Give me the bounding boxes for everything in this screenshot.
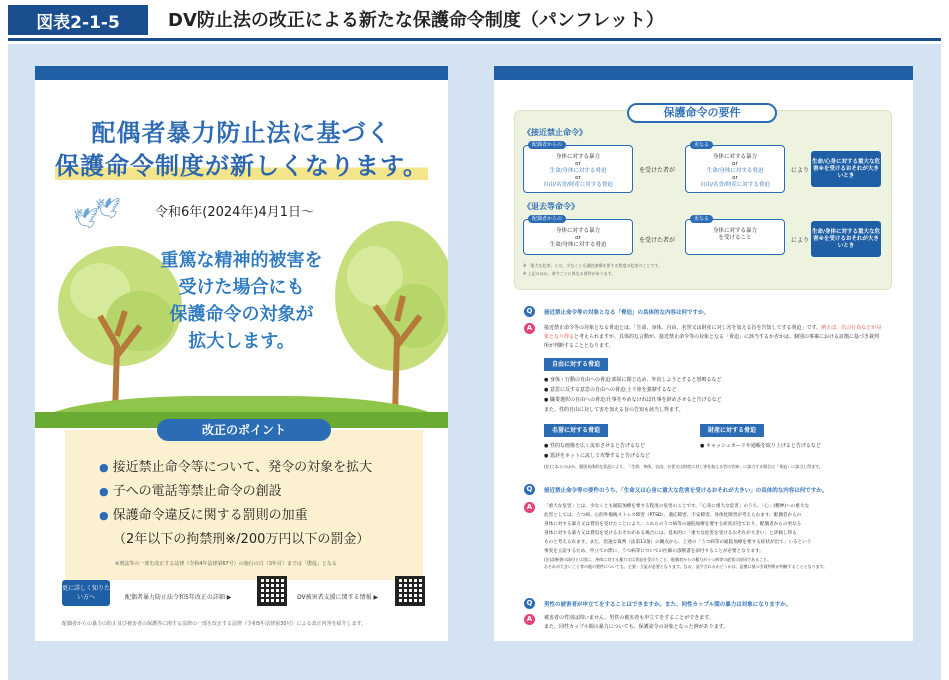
effective-date: 令和6年(2024年)4月1日〜 [155, 205, 315, 220]
requirements-note: ※「重大な危害」とは、少なくとも通院加療を要する程度の危害のことです。 [523, 263, 663, 268]
revision-details-link[interactable]: 配偶者暴力防止法令和5年改正の詳細 ▶ [125, 594, 232, 601]
dv-support-link[interactable]: DV被害者支援に関する情報 ▶ [297, 594, 379, 601]
category-item: ● 身体・行動の自由への脅迫:部屋に閉じ込め、外出しようとすると怒鳴るなど [544, 377, 722, 383]
reform-points-label: 改正のポイント [157, 419, 331, 441]
requirements-note: ※ 上記のほか、命令ごとに異なる要件があります。 [523, 271, 616, 276]
question-text: 接近禁止命令等の要件のうち、「生命又は心身に重大な危害を受けるおそれが大きい」の具体的な内容は何ですか。 [544, 488, 828, 494]
front-message-line1: 重篤な精神的被害を [160, 250, 323, 271]
section-removal-order: 《退去等命令》 [523, 202, 579, 211]
answer-marker: A [524, 614, 535, 625]
category-label: 名誉に対する脅迫 [544, 424, 608, 437]
reform-points-box [65, 423, 423, 580]
condition-box: 配偶者からの 身体に対する暴力 or 生命/身体に対する脅迫 or 自由/名誉/財産に対する脅迫 [523, 145, 633, 193]
received-label: を受けた者が [639, 167, 676, 174]
front-title-line2: 保護命令制度が新しくなります。 [54, 152, 429, 180]
back-top-bar [494, 66, 913, 80]
reform-point-item: ● 子への電話等禁止命令の創設 [99, 484, 282, 499]
category-item: ● 性的な画像を広く流布させると告げるなど [544, 443, 645, 449]
question-text: 男性の被害者が申立てをすることはできますか。また、同性カップル間の暴力は対象になりますか。 [544, 602, 792, 608]
header-rule [8, 38, 941, 41]
front-title-line1: 配偶者暴力防止法に基づく [91, 119, 392, 147]
category-item: ● 悪評をネットに流して攻撃すると告げるなど [544, 453, 650, 459]
by-label: により [791, 167, 810, 174]
answer-text: 接近禁止命令等の対象となる脅迫とは、「生命、身体、自由、名誉又は財産に対し害を加える旨を告知してする脅迫」です。例えば、次の行為などが対象となり得ると考えられますが、具体的な言動が、接近禁止命令等の対象となる「脅迫」に該当するか否かは、個別の事案における証拠に基づき裁判所が判断することとなります。 [544, 325, 882, 349]
front-footer-note: 配偶者からの暴力の防止及び被害者の保護等に関する法律の一部を改正する法律（令和5年法律第30号）による改正内容を紹介します。 [62, 621, 367, 627]
answer-marker: A [524, 323, 535, 334]
qr-code-icon[interactable] [395, 576, 425, 606]
condition-box: 更なる 身体に対する暴力 or 生命/身体に対する脅迫 or 自由/名誉/財産に対する脅迫 [685, 145, 785, 193]
answer-marker: A [524, 502, 535, 513]
condition-box: 更なる 身体に対する暴力 を受けること [685, 219, 785, 255]
front-message-line2: 受けた場合にも [178, 277, 305, 298]
qr-code-icon[interactable] [257, 576, 287, 606]
bird-icon: 🕊 [95, 196, 121, 220]
question-marker: Q [524, 484, 535, 495]
category-note: (注)これらのほか、個別具体的な状況により、「生命、身体、自由、名誉又は財産に対し害を加える旨の告知」に該当する場合は「脅迫」に該当し得ます。 [544, 464, 823, 469]
requirements-title: 保護命令の要件 [627, 103, 777, 123]
answer-text: 「重大な危害」とは、少なくとも通院加療を要する程度の危害のことです。「心身に重大な危害」のうち、「心」(精神)への重大な 危害としては、うつ病、心的外傷後ストレス障害（PTSD）、適応障害、不安障害、身体化障害が考えられます。配偶者からの 身体に対する暴力又は脅迫を受けたことにより、これらのうつ病等の通院加療を要する症状が出ており、配偶者からの更なる 身体に対する暴力又は脅迫を受けるおそれがある場合には、基本的に「重大な危害を受けるおそれが大きい」と評価し得る ものと考えられます。また、迅速な裁判（法第13条）の観点から、上述の「うつ病等の通院加療を要する症状が出て」いるという 事実を立証するため、申立ての際に、うつ病等についての医師の診断書を添付することが必要となります。 (注)診断書の添付とは別に、身体に対する暴力又は脅迫を受けたこと、配偶者からの暴力がうつ病等の症状の原因であること、 おそれが大きいこと等の他の要件についても、主張・立証が必要となります。なお、発令されるかどうかは、証拠に基づき裁判所が判断することとなります。 [544, 504, 828, 569]
category-item: ● 職業選択の自由への脅迫:仕事をやめなければ仕事を辞めさせると告げるなど [544, 397, 722, 403]
reform-point-item: ● 保護命令違反に関する罰則の加重 [99, 508, 308, 523]
result-box: 生命/身体に対する重大な危害※を受けるおそれが大きいとき [811, 221, 881, 257]
result-box: 生命/心身に対する重大な危害※を受けるおそれが大きいとき [811, 151, 881, 187]
condition-box: 配偶者からの 身体に対する暴力 or 生命/身体に対する脅迫 [523, 219, 633, 255]
question-marker: Q [524, 306, 535, 317]
requirements-box [514, 106, 892, 290]
by-label: により [791, 237, 810, 244]
pamphlet-front-page [35, 66, 448, 641]
front-message-line3: 保護命令の対象が [169, 304, 314, 325]
category-label: 自由に対する脅迫 [544, 358, 608, 371]
reform-point-item: ● 接近禁止命令等について、発令の対象を拡大 [99, 460, 373, 475]
front-message-line4: 拡大します。 [188, 331, 295, 352]
answer-text: 被害者の性別は問いません。男性の被害者も申立てをすることができます。 また、同性カップル間の暴力についても、保護命令の対象となった例があります。 [544, 615, 729, 630]
pamphlet-back-page [494, 66, 913, 641]
figure-number: 図表2-1-5 [8, 5, 148, 35]
figure-header [0, 0, 949, 40]
question-marker: Q [524, 598, 535, 609]
more-info-button[interactable]: 更に詳しく知りたい方へ [62, 580, 110, 606]
reform-point-subitem: （2年以下の拘禁刑※/200万円以下の罰金） [113, 532, 370, 547]
category-item: ● キャッシュカードや通帳を取り上げると告げるなど [700, 443, 821, 449]
received-label: を受けた者が [639, 237, 676, 244]
bird-icon: 🕊 [73, 206, 99, 230]
section-approach-ban: 《接近禁止命令》 [523, 128, 587, 137]
category-label: 財産に対する脅迫 [700, 424, 764, 437]
reform-points-note: ※刑法等の一部を改正する法律（令和4年法律第67号）の施行の日（3年目）までは「懲役」となる [115, 561, 337, 567]
question-text: 接近禁止命令等の対象となる「脅迫」の具体的な内容は何ですか。 [544, 310, 710, 316]
category-item: また、性的自由に対して害を加える旨の告知も該当し得ます。 [544, 407, 684, 413]
category-item: ● 意思に反する意思の自由への脅迫:土下座を強制するなど [544, 387, 677, 393]
figure-title: DV防止法の改正による新たな保護命令制度（パンフレット） [168, 10, 664, 31]
front-top-bar [35, 66, 448, 80]
